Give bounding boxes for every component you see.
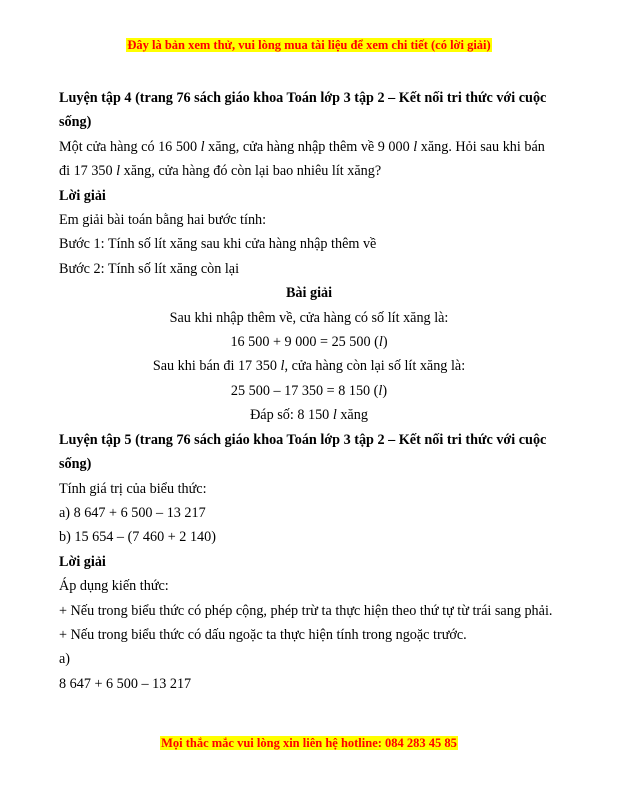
solution-part-a-expression: 8 647 + 6 500 – 13 217 <box>59 675 192 692</box>
exercise-5-heading: Luyện tập 5 (trang 76 sách giáo khoa Toán lớp 3 tập 2 – Kết nối tri thức với cuộc sống) <box>59 431 547 473</box>
bai-giai-title: Bài giải <box>285 285 333 302</box>
hotline-notice-text: Mọi thắc mắc vui lòng xin liên hệ hotline: 084 283 45 85 <box>161 736 457 750</box>
exercise-5-task: Tính giá trị của biểu thức: <box>59 480 207 497</box>
exercise-4-step-1: Bước 1: Tính số lít xăng sau khi cửa hàng nhập thêm về <box>59 236 377 253</box>
apply-knowledge: Áp dụng kiến thức: <box>59 578 169 595</box>
rule-1: + Nếu trong biểu thức có phép cộng, phép trừ ta thực hiện theo thứ tự từ trái sang phải. <box>59 602 553 619</box>
solution-line-2: Sau khi bán đi 17 350 l, cửa hàng còn lại số lít xăng là: <box>152 358 466 375</box>
final-answer: Đáp số: 8 150 l xăng <box>250 407 368 424</box>
exercise-4-problem: Một cửa hàng có 16 500 l xăng, cửa hàng nhập thêm về 9 000 l xăng. Hỏi sau khi bán đi 17 350 l xăng, cửa hàng đó còn lại bao nhiêu lít xăng? <box>59 138 545 180</box>
exercise-4-heading: Luyện tập 4 (trang 76 sách giáo khoa Toán lớp 3 tập 2 – Kết nối tri thức với cuộc sống) <box>59 90 547 131</box>
exercise-4-intro: Em giải bài toán bằng hai bước tính: <box>59 212 267 229</box>
calculation-2: 25 500 – 17 350 = 8 150 (l) <box>230 382 388 399</box>
calculation-1: 16 500 + 9 000 = 25 500 (l) <box>230 334 388 351</box>
exercise-5-part-b: b) 15 654 – (7 460 + 2 140) <box>59 529 216 546</box>
solution-part-a-label: a) <box>59 651 71 668</box>
preview-notice-banner <box>0 37 618 53</box>
exercise-5-solution-label: Lời giải <box>59 553 106 570</box>
exercise-4-step-2: Bước 2: Tính số lít xăng còn lại <box>59 260 240 277</box>
preview-notice-text: Đây là bản xem thử, vui lòng mua tài liệu để xem chi tiết (có lời giải) <box>127 38 491 52</box>
document-body <box>59 86 559 696</box>
solution-line-1: Sau khi nhập thêm về, cửa hàng có số lít xăng là: <box>169 309 449 326</box>
exercise-5-part-a: a) 8 647 + 6 500 – 13 217 <box>59 504 206 521</box>
exercise-4-solution-label: Lời giải <box>59 187 106 204</box>
hotline-notice-banner <box>0 735 618 751</box>
rule-2: + Nếu trong biểu thức có dấu ngoặc ta thực hiện tính trong ngoặc trước. <box>59 626 467 643</box>
